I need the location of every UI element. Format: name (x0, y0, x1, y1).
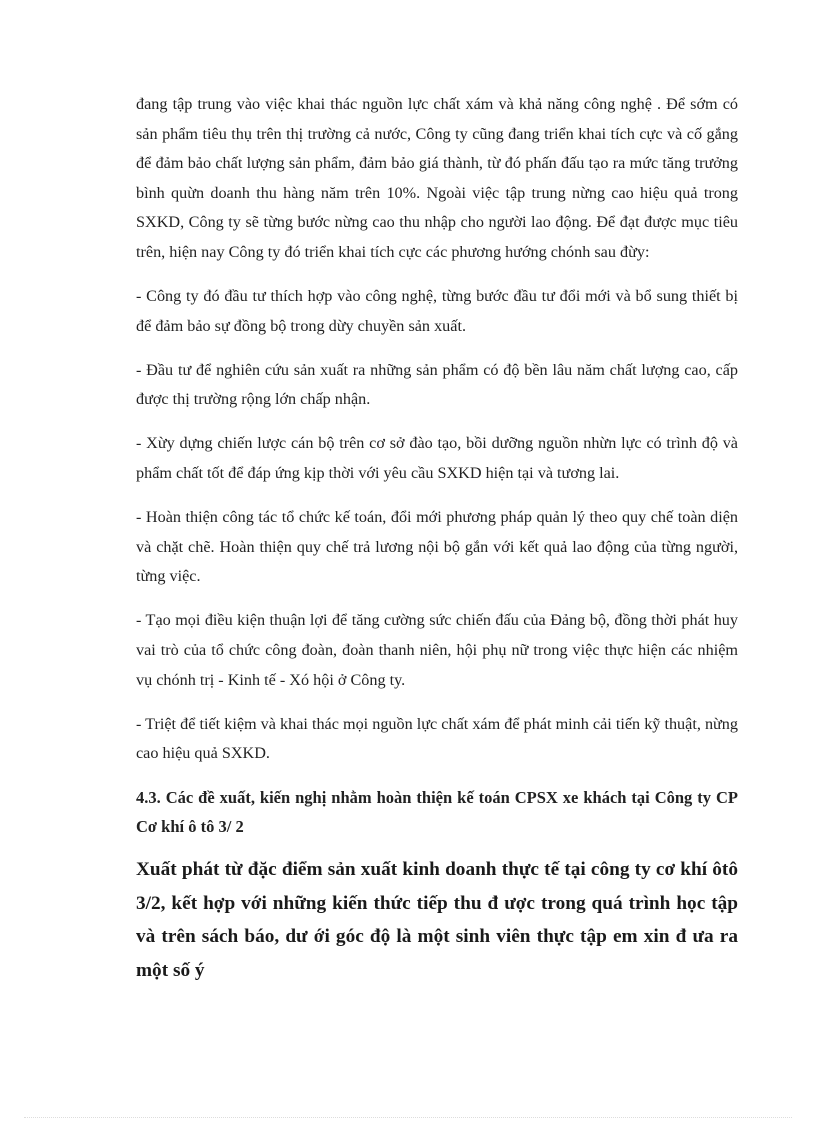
bullet-party-union-conditions: - Tạo mọi điều kiện thuận lợi để tăng cường sức chiến đấu của Đảng bộ, đồng thời phát huy vai trò của tổ chức công đoàn, đoàn thanh niên, hội phụ nữ trong việc thực hiện các nhiệm vụ chónh trị - Kinh tế - Xó hội ở Công ty. (136, 611, 738, 689)
bullet-accounting-organization: - Hoàn thiện công tác tổ chức kế toán, đổi mới phương pháp quản lý theo quy chế toàn diện và chặt chẽ. Hoàn thiện quy chế trả lương nội bộ gắn với kết quả lao động của từng người, từng việc. (136, 508, 738, 586)
document-body (136, 90, 738, 987)
bullet-cost-saving: - Triệt để tiết kiệm và khai thác mọi nguồn lực chất xám để phát minh cải tiến kỹ thuật, nừng cao hiệu quả SXKD. (136, 714, 738, 763)
section-heading-4-3: 4.3. Các đề xuất, kiến nghị nhằm hoàn thiện kế toán CPSX xe khách tại Công ty CP Cơ khí ô tô 3/ 2 (136, 788, 738, 837)
closing-paragraph: Xuất phát từ đặc điểm sản xuất kinh doanh thực tế tại công ty cơ khí ôtô 3/2, kết hợp với những kiến thức tiếp thu đ ược trong quá trình học tập và trên sách báo, dư ới góc độ là một sinh viên thực tập em xin đ ưa ra một số ý (136, 859, 738, 981)
paragraph-intro: đang tập trung vào việc khai thác nguồn lực chất xám và khả năng công nghệ . Để sớm có sản phẩm tiêu thụ trên thị trường cả nước, Công ty cũng đang triển khai tích cực và cố gắng để đảm bảo chất lượng sản phẩm, đảm bảo giá thành, từ đó phấn đấu tạo ra mức tăng trưởng bình quừn doanh thu hàng năm trên 10%. Ngoài việc tập trung nừng cao hiệu quả trong SXKD, Công ty sẽ từng bước nừng cao thu nhập cho người lao động. Để đạt được mục tiêu trên, hiện nay Công ty đó triển khai tích cực các phương hướng chónh sau đừy: (136, 95, 738, 261)
bullet-technology-investment: - Công ty đó đầu tư thích hợp vào công nghệ, từng bước đầu tư đổi mới và bổ sung thiết bị để đảm bảo sự đồng bộ trong dừy chuyền sản xuất. (136, 287, 738, 335)
bullet-staff-strategy: - Xừy dựng chiến lược cán bộ trên cơ sở đào tạo, bồi dưỡng nguồn nhừn lực có trình độ và phẩm chất tốt để đáp ứng kịp thời với yêu cầu SXKD hiện tại và tương lai. (136, 434, 738, 483)
page-bottom-divider (24, 1117, 792, 1118)
bullet-product-research: - Đầu tư để nghiên cứu sản xuất ra những sản phẩm có độ bền lâu năm chất lượng cao, cấp được thị trường rộng lớn chấp nhận. (136, 360, 738, 409)
